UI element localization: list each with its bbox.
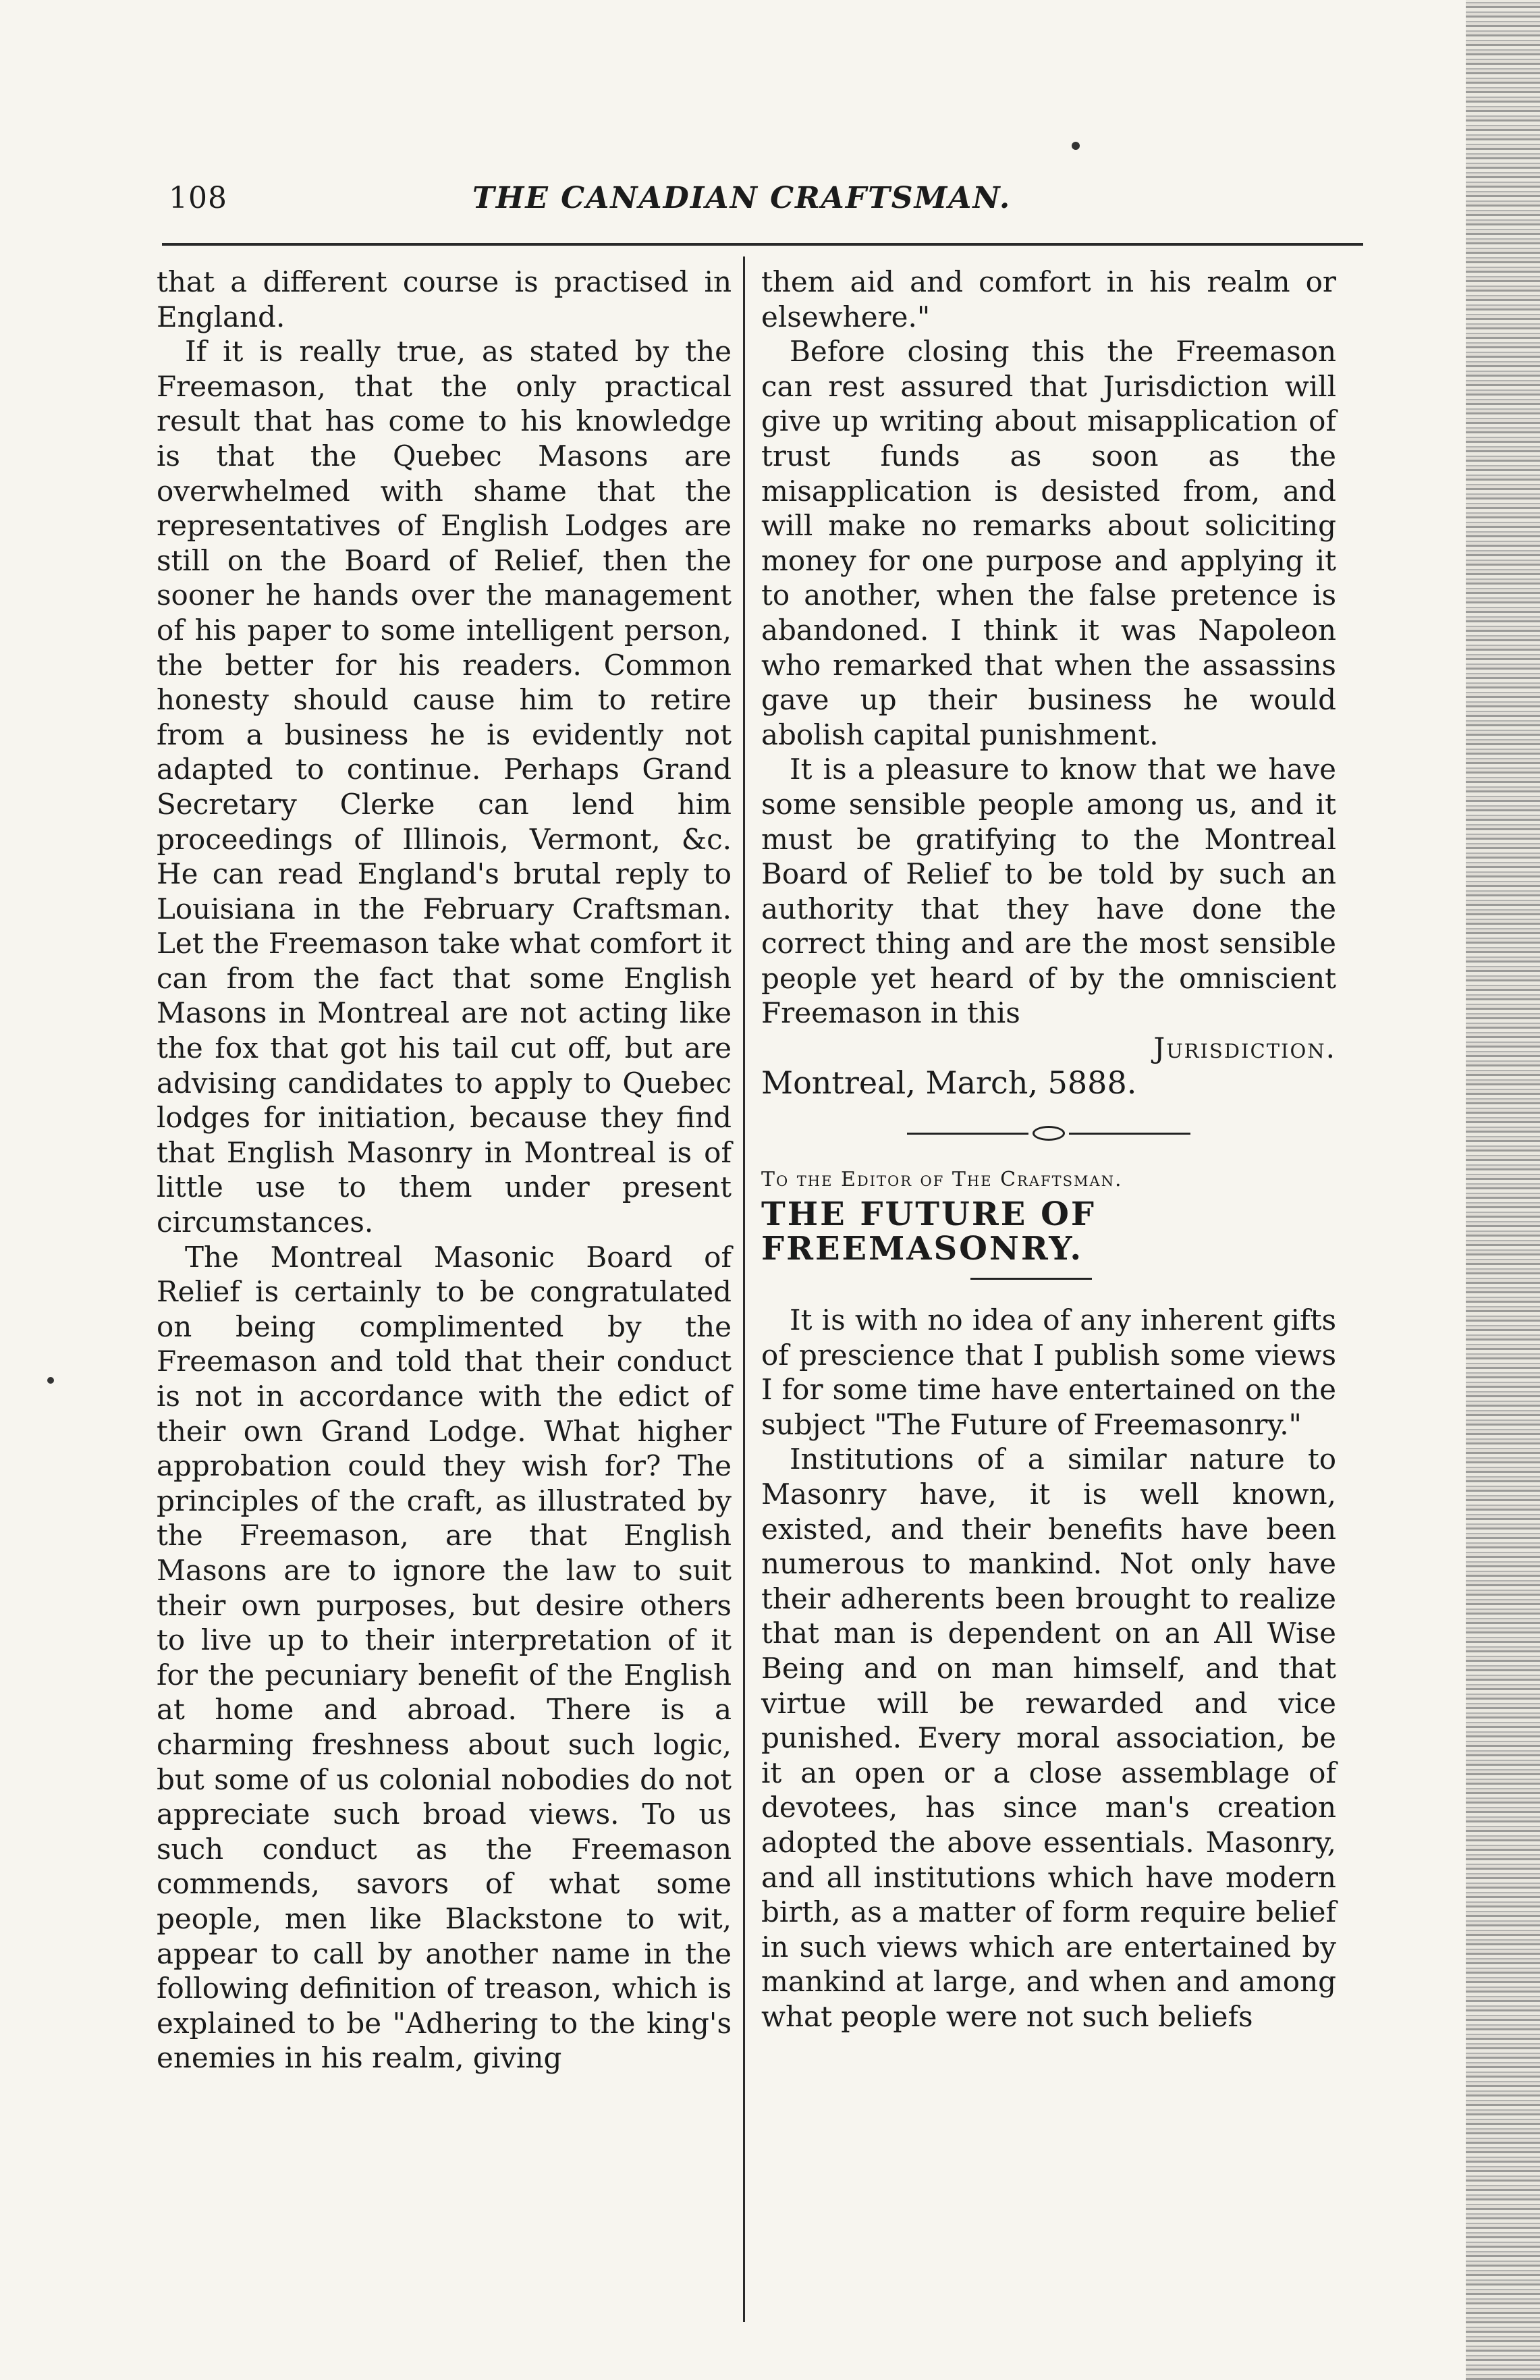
section-ornament (907, 1130, 1190, 1137)
column-divider (743, 256, 745, 2322)
ink-speck (1072, 142, 1080, 150)
paragraph: Before closing this the Freemason can rest assured that Jurisdiction will give up writing about misapplication of trust funds as soon as the misapplication is desisted from, and will make no remarks about soliciting money for one purpose and applying it to another, when the false pretence is abandoned. I think it was Napoleon who remarked that when the assassins gave up their business he would abolish capital punishment. (761, 335, 1336, 751)
header-rule (162, 243, 1363, 246)
paragraph: If it is really true, as stated by the Freemason, that the only practical result that has come to his knowledge is that the Quebec Masons are overwhelmed with shame that the representatives of English Lodges are still on the Board of Relief, then the sooner he hands over the management of his paper to some intelligent person, the better for his readers. Common honesty should cause him to retire from a business he is evidently not adapted to continue. Perhaps Grand Secretary Clerke can lend him proceedings of Illinois, Vermont, &c. He can read England's brutal reply to Louisiana in the February Craftsman. Let the Freemason take what comfort it can from the fact that some English Masons in Montreal are not acting like the fox that got his tail cut off, but are advising candidates to apply to Quebec lodges for initiation, because they find that English Masonry in Montreal is of little use to them under present circumstances. (157, 335, 732, 1239)
dateline: Montreal, March, 5888. (761, 1064, 1137, 1101)
signature: Jurisdiction. (1153, 1031, 1336, 1065)
page-number: 108 (169, 181, 227, 215)
left-column (157, 265, 732, 2076)
paragraph: that a different course is practised in England. (157, 265, 732, 333)
right-column (761, 265, 1336, 2034)
paragraph: Institutions of a similar nature to Masonry have, it is well known, existed, and their benefits have been numerous to mankind. Not only have their adherents been brought to realize that man is dependent on an All Wise Being and on man himself, and that virtue will be rewarded and vice punished. Every moral association, be it an open or a close assemblage of devotees, has since man's creation adopted the above essentials. Masonry, and all institutions which have modern birth, as a matter of form require belief in such views which are entertained by mankind at large, and when and among what people were not such beliefs (761, 1442, 1336, 2033)
paragraph: them aid and comfort in his realm or elsewhere." (761, 265, 1336, 333)
letter-address: To the Editor of The Craftsman. (761, 1168, 1123, 1192)
scanned-page-edge (1466, 0, 1540, 2380)
paragraph: The Montreal Masonic Board of Relief is certainly to be congratulated on being complimented by the Freemason and told that their conduct is not in accordance with the edict of their own Grand Lodge. What higher approbation could they wish for? The principles of the craft, as illustrated by the Freemason, are that English Masons are to ignore the law to suit their own purposes, but desire others to live up to their interpretation of it for the pecuniary benefit of the English at home and abroad. There is a charming freshness about such logic, but some of us colonial nobodies do not appreciate such broad views. To us such conduct as the Freemason commends, savors of what some people, men like Blackstone to wit, appear to call by another name in the following definition of treason, which is explained to be "Adhering to the king's enemies in his realm, giving (157, 1240, 732, 2075)
title-rule (970, 1278, 1092, 1280)
ink-speck (47, 1377, 54, 1384)
article-title: THE FUTURE OF FREEMASONRY. (761, 1195, 1096, 1268)
running-title: THE CANADIAN CRAFTSMAN. (472, 181, 1012, 215)
paragraph: It is a pleasure to know that we have some sensible people among us, and it must be gratifying to the Montreal Board of Relief to be told by such an authority that they have done the correct thing and are the most sensible people yet heard of by the omniscient Freemason in this (761, 753, 1336, 1030)
paragraph: It is with no idea of any inherent gifts of prescience that I publish some views I for some time have entertained on the subject "The Future of Freemasonry." (761, 1303, 1336, 1441)
